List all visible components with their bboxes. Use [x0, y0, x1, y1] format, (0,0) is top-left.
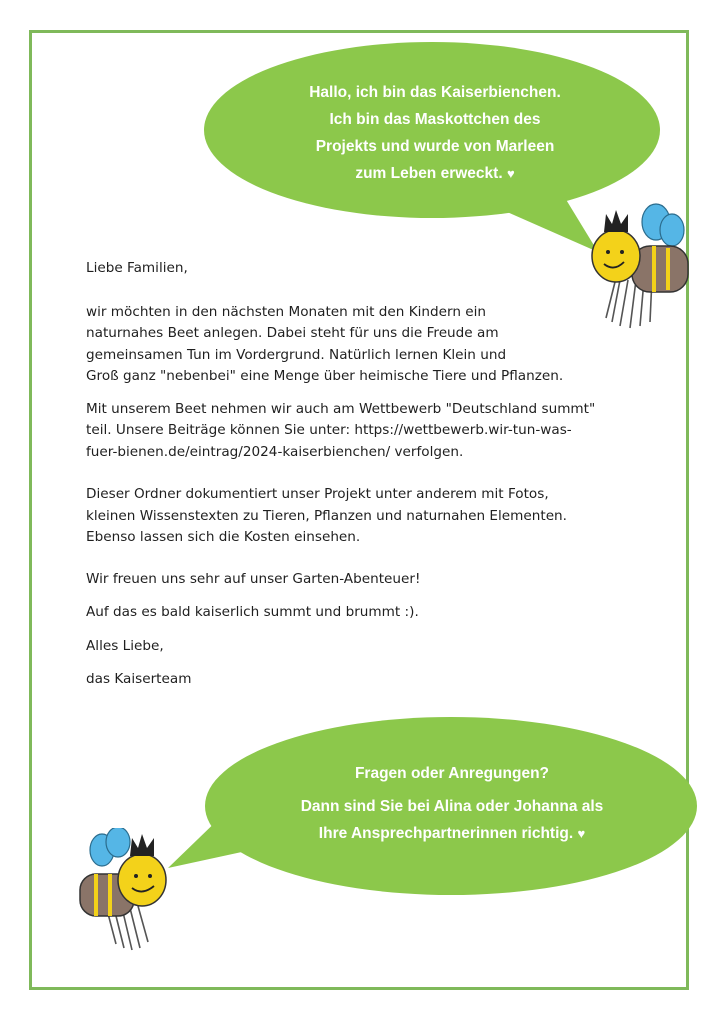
bee-mascot-icon: [76, 828, 176, 953]
paragraph-line: Mit unserem Beet nehmen wir auch am Wettbewerb "Deutschland summt": [86, 400, 596, 417]
bubble-line-text: Ihre Ansprechpartnerinnen richtig.: [318, 825, 574, 842]
paragraph-line: Groß ganz "nebenbei" eine Menge über heimische Tiere und Pflanzen.: [86, 368, 564, 384]
bubble-line: Projekts und wurde von Marleen: [315, 138, 555, 155]
signature: das Kaiserteam: [86, 671, 192, 687]
bubble-line: Hallo, ich bin das Kaiserbienchen.: [309, 84, 561, 101]
closing: Alles Liebe,: [86, 637, 164, 654]
paragraph-line: gemeinsamen Tun im Vordergrund. Natürlich lernen Klein und: [86, 346, 507, 363]
bubble-line: [262, 820, 642, 847]
paragraph-line: Dieser Ordner dokumentiert unser Projekt unter anderem mit Fotos,: [86, 486, 549, 502]
heart-icon: ♥: [506, 166, 515, 181]
bubble-question: Fragen oder Anregungen?: [354, 765, 550, 782]
top-bubble-text: [245, 79, 625, 187]
paragraph-competition: [86, 399, 656, 464]
letter-body: [86, 258, 656, 691]
bottom-bubble-text: [262, 760, 642, 847]
paragraph-line: Ebenso lassen sich die Kosten einsehen.: [86, 529, 361, 545]
paragraph-summt: Auf das es bald kaiserlich summt und brummt :).: [86, 604, 419, 620]
paragraph-line: kleinen Wissenstexten zu Tieren, Pflanzen und naturnahen Elementen.: [86, 507, 567, 524]
bubble-line: [245, 160, 625, 187]
heart-icon: ♥: [577, 826, 586, 841]
bubble-line-text: zum Leben erweckt.: [355, 165, 503, 182]
paragraph-intro: [86, 302, 656, 388]
paragraph-line: fuer-bienen.de/eintrag/2024-kaiserbienchen/ verfolgen.: [86, 443, 464, 460]
greeting: Liebe Familien,: [86, 260, 188, 276]
paragraph-line: wir möchten in den nächsten Monaten mit den Kindern ein: [86, 303, 487, 320]
paragraph-adventure: Wir freuen uns sehr auf unser Garten-Abenteuer!: [86, 570, 421, 587]
paragraph-line: teil. Unsere Beiträge können Sie unter: https://wettbewerb.wir-tun-was-: [86, 422, 572, 438]
paragraph-folder: [86, 484, 656, 549]
paragraph-line: naturnahes Beet anlegen. Dabei steht für uns die Freude am: [86, 325, 499, 341]
bubble-line: Ich bin das Maskottchen des: [329, 111, 541, 128]
bubble-line: Dann sind Sie bei Alina oder Johanna als: [300, 798, 604, 815]
